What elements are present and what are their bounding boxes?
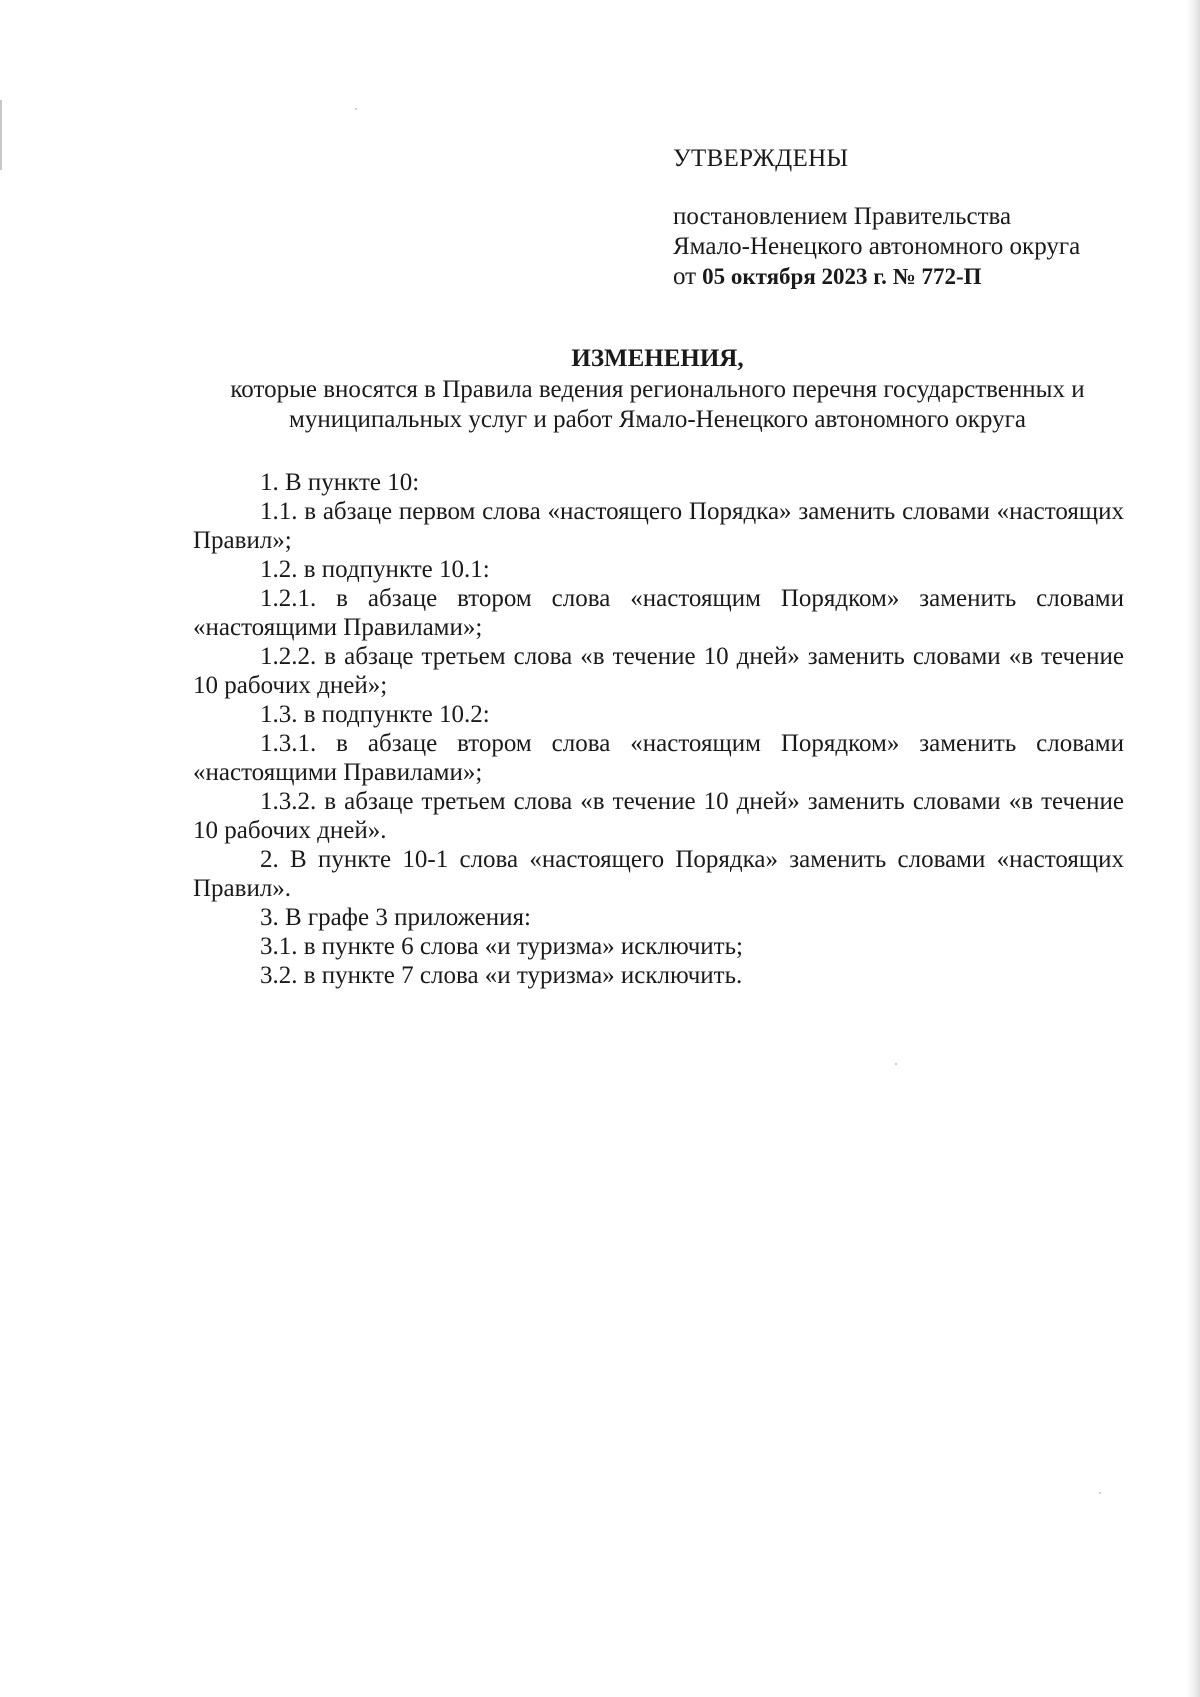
clause-1-3: 1.3. в подпункте 10.2: <box>260 701 490 728</box>
clause-1: 1. В пункте 10: <box>260 469 420 496</box>
clause-1-3-1: 1.3.1. в абзаце втором слова «настоящим Порядком» заменить словами «настоящими Правилами»; <box>193 730 1124 786</box>
clause-1-2-2: 1.2.2. в абзаце третьем слова «в течение 10 дней» заменить словами «в течение 10 рабочих дней»; <box>193 643 1124 699</box>
clause-2: 2. В пункте 10-1 слова «настоящего Порядка» заменить словами «настоящих Правил». <box>193 846 1124 902</box>
document-subtitle-line-1: которые вносятся в Правила ведения регионального перечня государственных и <box>230 376 1085 403</box>
scan-speck <box>895 1063 897 1065</box>
approval-line-1: постановлением Правительства <box>673 203 1012 230</box>
document-title: ИЗМЕНЕНИЯ, <box>571 345 744 372</box>
scan-speck <box>1099 1492 1101 1494</box>
document-title-block <box>190 344 1125 435</box>
approval-block <box>673 144 1143 292</box>
clause-1-1: 1.1. в абзаце первом слова «настоящего Порядка» заменить словами «настоящих Правил»; <box>193 498 1124 554</box>
document-subtitle-line-2: муниципальных услуг и работ Ямало-Ненецкого автономного округа <box>289 406 1026 433</box>
clause-1-2: 1.2. в подпункте 10.1: <box>260 556 490 583</box>
approval-line-2: Ямало-Ненецкого автономного округа <box>673 233 1081 260</box>
clause-3-1: 3.1. в пункте 6 слова «и туризма» исключить; <box>260 933 743 960</box>
clause-3: 3. В графе 3 приложения: <box>260 904 531 931</box>
document-body <box>193 468 1124 990</box>
clause-1-2-1: 1.2.1. в абзаце втором слова «настоящим Порядком» заменить словами «настоящими Правилами»; <box>193 585 1124 641</box>
scan-speck <box>355 108 357 110</box>
page-edge-shadow <box>1186 0 1200 1697</box>
clause-1-3-2: 1.3.2. в абзаце третьем слова «в течение 10 дней» заменить словами «в течение 10 рабочих дней». <box>193 788 1124 844</box>
date-prefix: от <box>673 263 697 290</box>
scan-margin-mark <box>0 100 2 170</box>
clause-3-2: 3.2. в пункте 7 слова «и туризма» исключить. <box>260 962 743 989</box>
approved-heading: УТВЕРЖДЕНЫ <box>673 145 849 172</box>
resolution-date-number: 05 октября 2023 г. № 772-П <box>702 264 982 289</box>
approval-date-line <box>673 262 1143 292</box>
